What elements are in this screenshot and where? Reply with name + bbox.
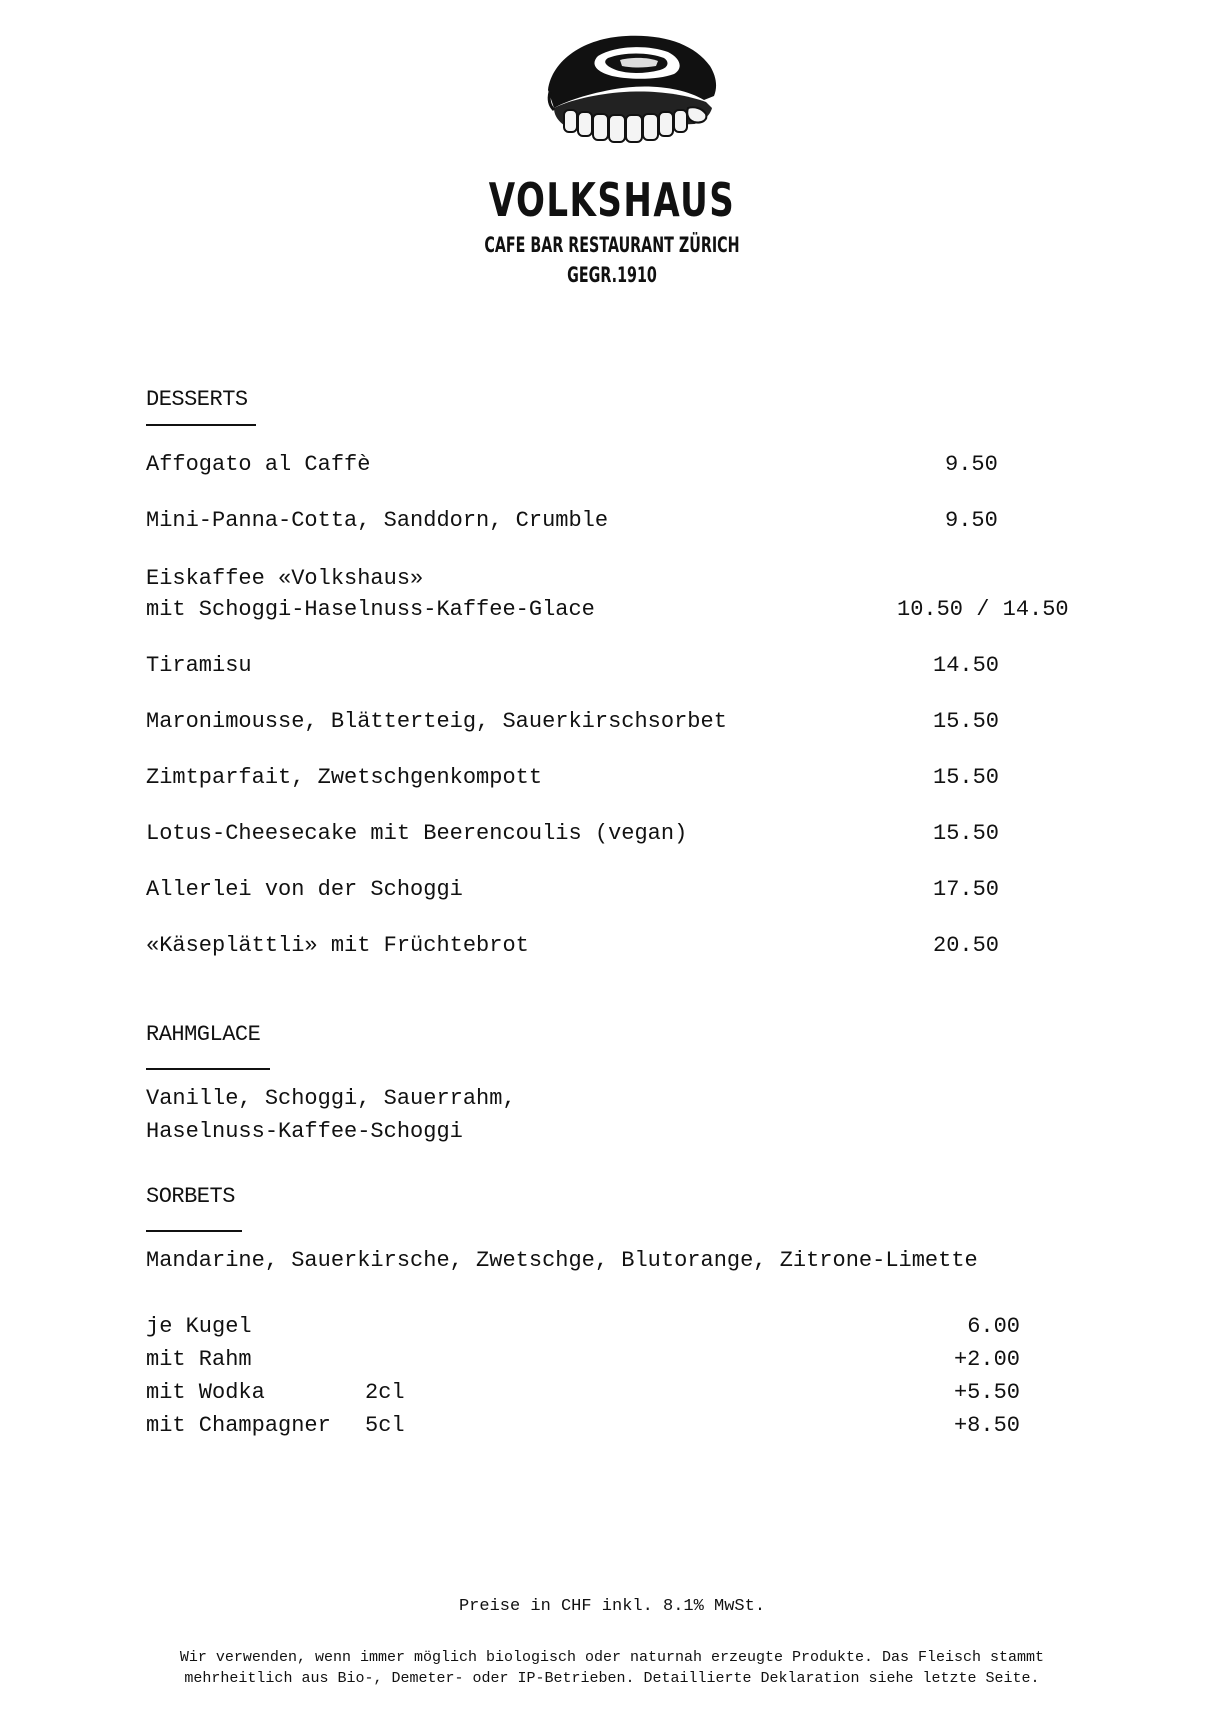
prices-note: Preise in CHF inkl. 8.1% MwSt. [458, 1597, 766, 1616]
extra-label: mit Wodka [146, 1380, 265, 1405]
brand-subtitle: CAFE BAR RESTAURANT ZÜRICH [484, 233, 740, 257]
denture-logo-icon [534, 30, 720, 152]
section-title-rahmglace: RAHMGLACE [146, 1022, 261, 1047]
sourcing-note-line1: Wir verwenden, wenn immer möglich biologisch oder naturnah erzeugte Produkte. Das Fleisch stammt [179, 1649, 1045, 1666]
dessert-price: 14.50 [933, 653, 1000, 678]
extra-price: +2.00 [953, 1347, 1020, 1372]
dessert-name: Lotus-Cheesecake mit Beerencoulis (vegan) [146, 821, 688, 846]
dessert-price: 9.50 [945, 452, 998, 477]
dessert-name: «Käseplättli» mit Früchtebrot [146, 933, 529, 958]
dessert-price: 10.50 / 14.50 [897, 597, 1069, 622]
dessert-name: Eiskaffee «Volkshaus» [146, 566, 424, 591]
section-underline [146, 424, 256, 426]
brand-founded: GEGR.1910 [567, 263, 657, 287]
section-title-desserts: DESSERTS [146, 387, 248, 412]
dessert-name: Maronimousse, Blätterteig, Sauerkirschsorbet [146, 709, 727, 734]
dessert-name: Zimtparfait, Zwetschgenkompott [146, 765, 543, 790]
rahmglace-flavours: Vanille, Schoggi, Sauerrahm, [146, 1086, 516, 1111]
dessert-price: 9.50 [945, 508, 998, 533]
dessert-price: 15.50 [933, 709, 1000, 734]
dessert-price: 20.50 [933, 933, 1000, 958]
sourcing-note-line2: mehrheitlich aus Bio-, Demeter- oder IP-Betrieben. Detaillierte Deklaration siehe letzte Seite. [184, 1670, 1040, 1687]
brand-name: VOLKSHAUS [488, 173, 736, 227]
sorbet-flavours: Mandarine, Sauerkirsche, Zwetschge, Blutorange, Zitrone-Limette [146, 1248, 978, 1273]
extra-label: mit Rahm [146, 1347, 252, 1372]
dessert-name: Affogato al Caffè [146, 452, 371, 477]
rahmglace-flavours: Haselnuss-Kaffee-Schoggi [146, 1119, 463, 1144]
dessert-price: 15.50 [933, 765, 1000, 790]
extra-price: +8.50 [953, 1413, 1020, 1438]
dessert-price: 15.50 [933, 821, 1000, 846]
extra-label: mit Champagner [146, 1413, 331, 1438]
dessert-name: Allerlei von der Schoggi [146, 877, 463, 902]
section-title-sorbets: SORBETS [146, 1184, 235, 1209]
extra-price: +5.50 [953, 1380, 1020, 1405]
section-underline [146, 1230, 242, 1232]
dessert-name-line2: mit Schoggi-Haselnuss-Kaffee-Glace [146, 597, 595, 622]
section-underline [146, 1068, 270, 1070]
extra-price: 6.00 [967, 1314, 1020, 1339]
extra-label: je Kugel [146, 1314, 252, 1339]
extra-volume: 2cl [365, 1380, 405, 1405]
extra-volume: 5cl [365, 1413, 405, 1438]
dessert-name: Mini-Panna-Cotta, Sanddorn, Crumble [146, 508, 609, 533]
dessert-price: 17.50 [933, 877, 1000, 902]
dessert-name: Tiramisu [146, 653, 252, 678]
